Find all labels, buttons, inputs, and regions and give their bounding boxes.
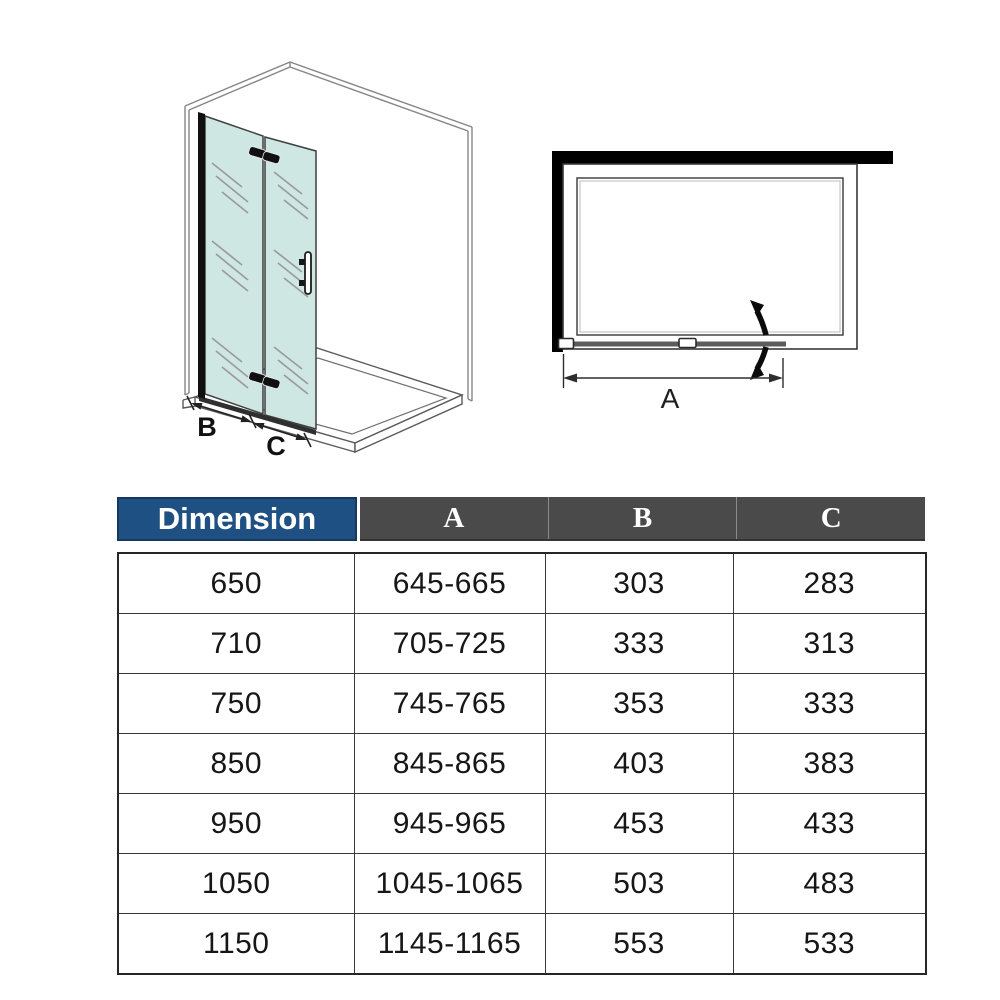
cell-dimension: 650: [118, 553, 354, 614]
cell-a: 945-965: [354, 794, 545, 854]
cell-b: 353: [545, 674, 733, 734]
cell-dimension: 1050: [118, 854, 354, 914]
swing-arrow-down: [750, 347, 766, 380]
wall-profile: [198, 112, 205, 399]
table-row: [118, 734, 926, 794]
cell-b: 403: [545, 734, 733, 794]
cell-dimension: 950: [118, 794, 354, 854]
dimension-b-label: B: [197, 412, 217, 442]
cell-b: 453: [545, 794, 733, 854]
cell-c: 433: [733, 794, 926, 854]
table-row: [118, 674, 926, 734]
perspective-diagram: [158, 50, 528, 480]
cell-a: 745-765: [354, 674, 545, 734]
cell-dimension: 750: [118, 674, 354, 734]
cell-b: 503: [545, 854, 733, 914]
cell-a: 845-865: [354, 734, 545, 794]
header-col-c: C: [736, 497, 925, 539]
cell-a: 645-665: [354, 553, 545, 614]
table-row: [118, 553, 926, 614]
glass-panel-left: [205, 116, 263, 414]
table-row: [118, 614, 926, 674]
cell-c: 383: [733, 734, 926, 794]
cell-a: 705-725: [354, 614, 545, 674]
wall-top-bar: [552, 151, 893, 164]
cell-b: 303: [545, 553, 733, 614]
header-abc: [360, 497, 925, 541]
table-row: [118, 794, 926, 854]
dimension-a-label: A: [660, 383, 680, 414]
cell-b: 553: [545, 914, 733, 975]
cell-a: 1045-1065: [354, 854, 545, 914]
table-row: [118, 914, 926, 975]
cell-b: 333: [545, 614, 733, 674]
cell-c: 333: [733, 674, 926, 734]
header-col-a: A: [443, 502, 465, 534]
header-col-b: B: [548, 497, 737, 539]
table-row: [118, 854, 926, 914]
cell-c: 313: [733, 614, 926, 674]
cell-c: 483: [733, 854, 926, 914]
hinge-plan: [679, 339, 696, 348]
dimension-c-label: C: [266, 431, 286, 461]
table-body: [117, 552, 927, 975]
tray-outer-edge: [563, 164, 857, 349]
cell-c: 283: [733, 553, 926, 614]
table-header: [117, 497, 925, 541]
header-dimension: Dimension: [117, 497, 357, 541]
wall-left-bar: [552, 151, 563, 352]
wall-profile-plan: [559, 339, 574, 349]
cell-dimension: 710: [118, 614, 354, 674]
cell-dimension: 1150: [118, 914, 354, 975]
cell-dimension: 850: [118, 734, 354, 794]
cell-c: 533: [733, 914, 926, 975]
cell-a: 1145-1165: [354, 914, 545, 975]
dimension-table: [117, 497, 925, 975]
top-view-diagram: [540, 140, 905, 425]
